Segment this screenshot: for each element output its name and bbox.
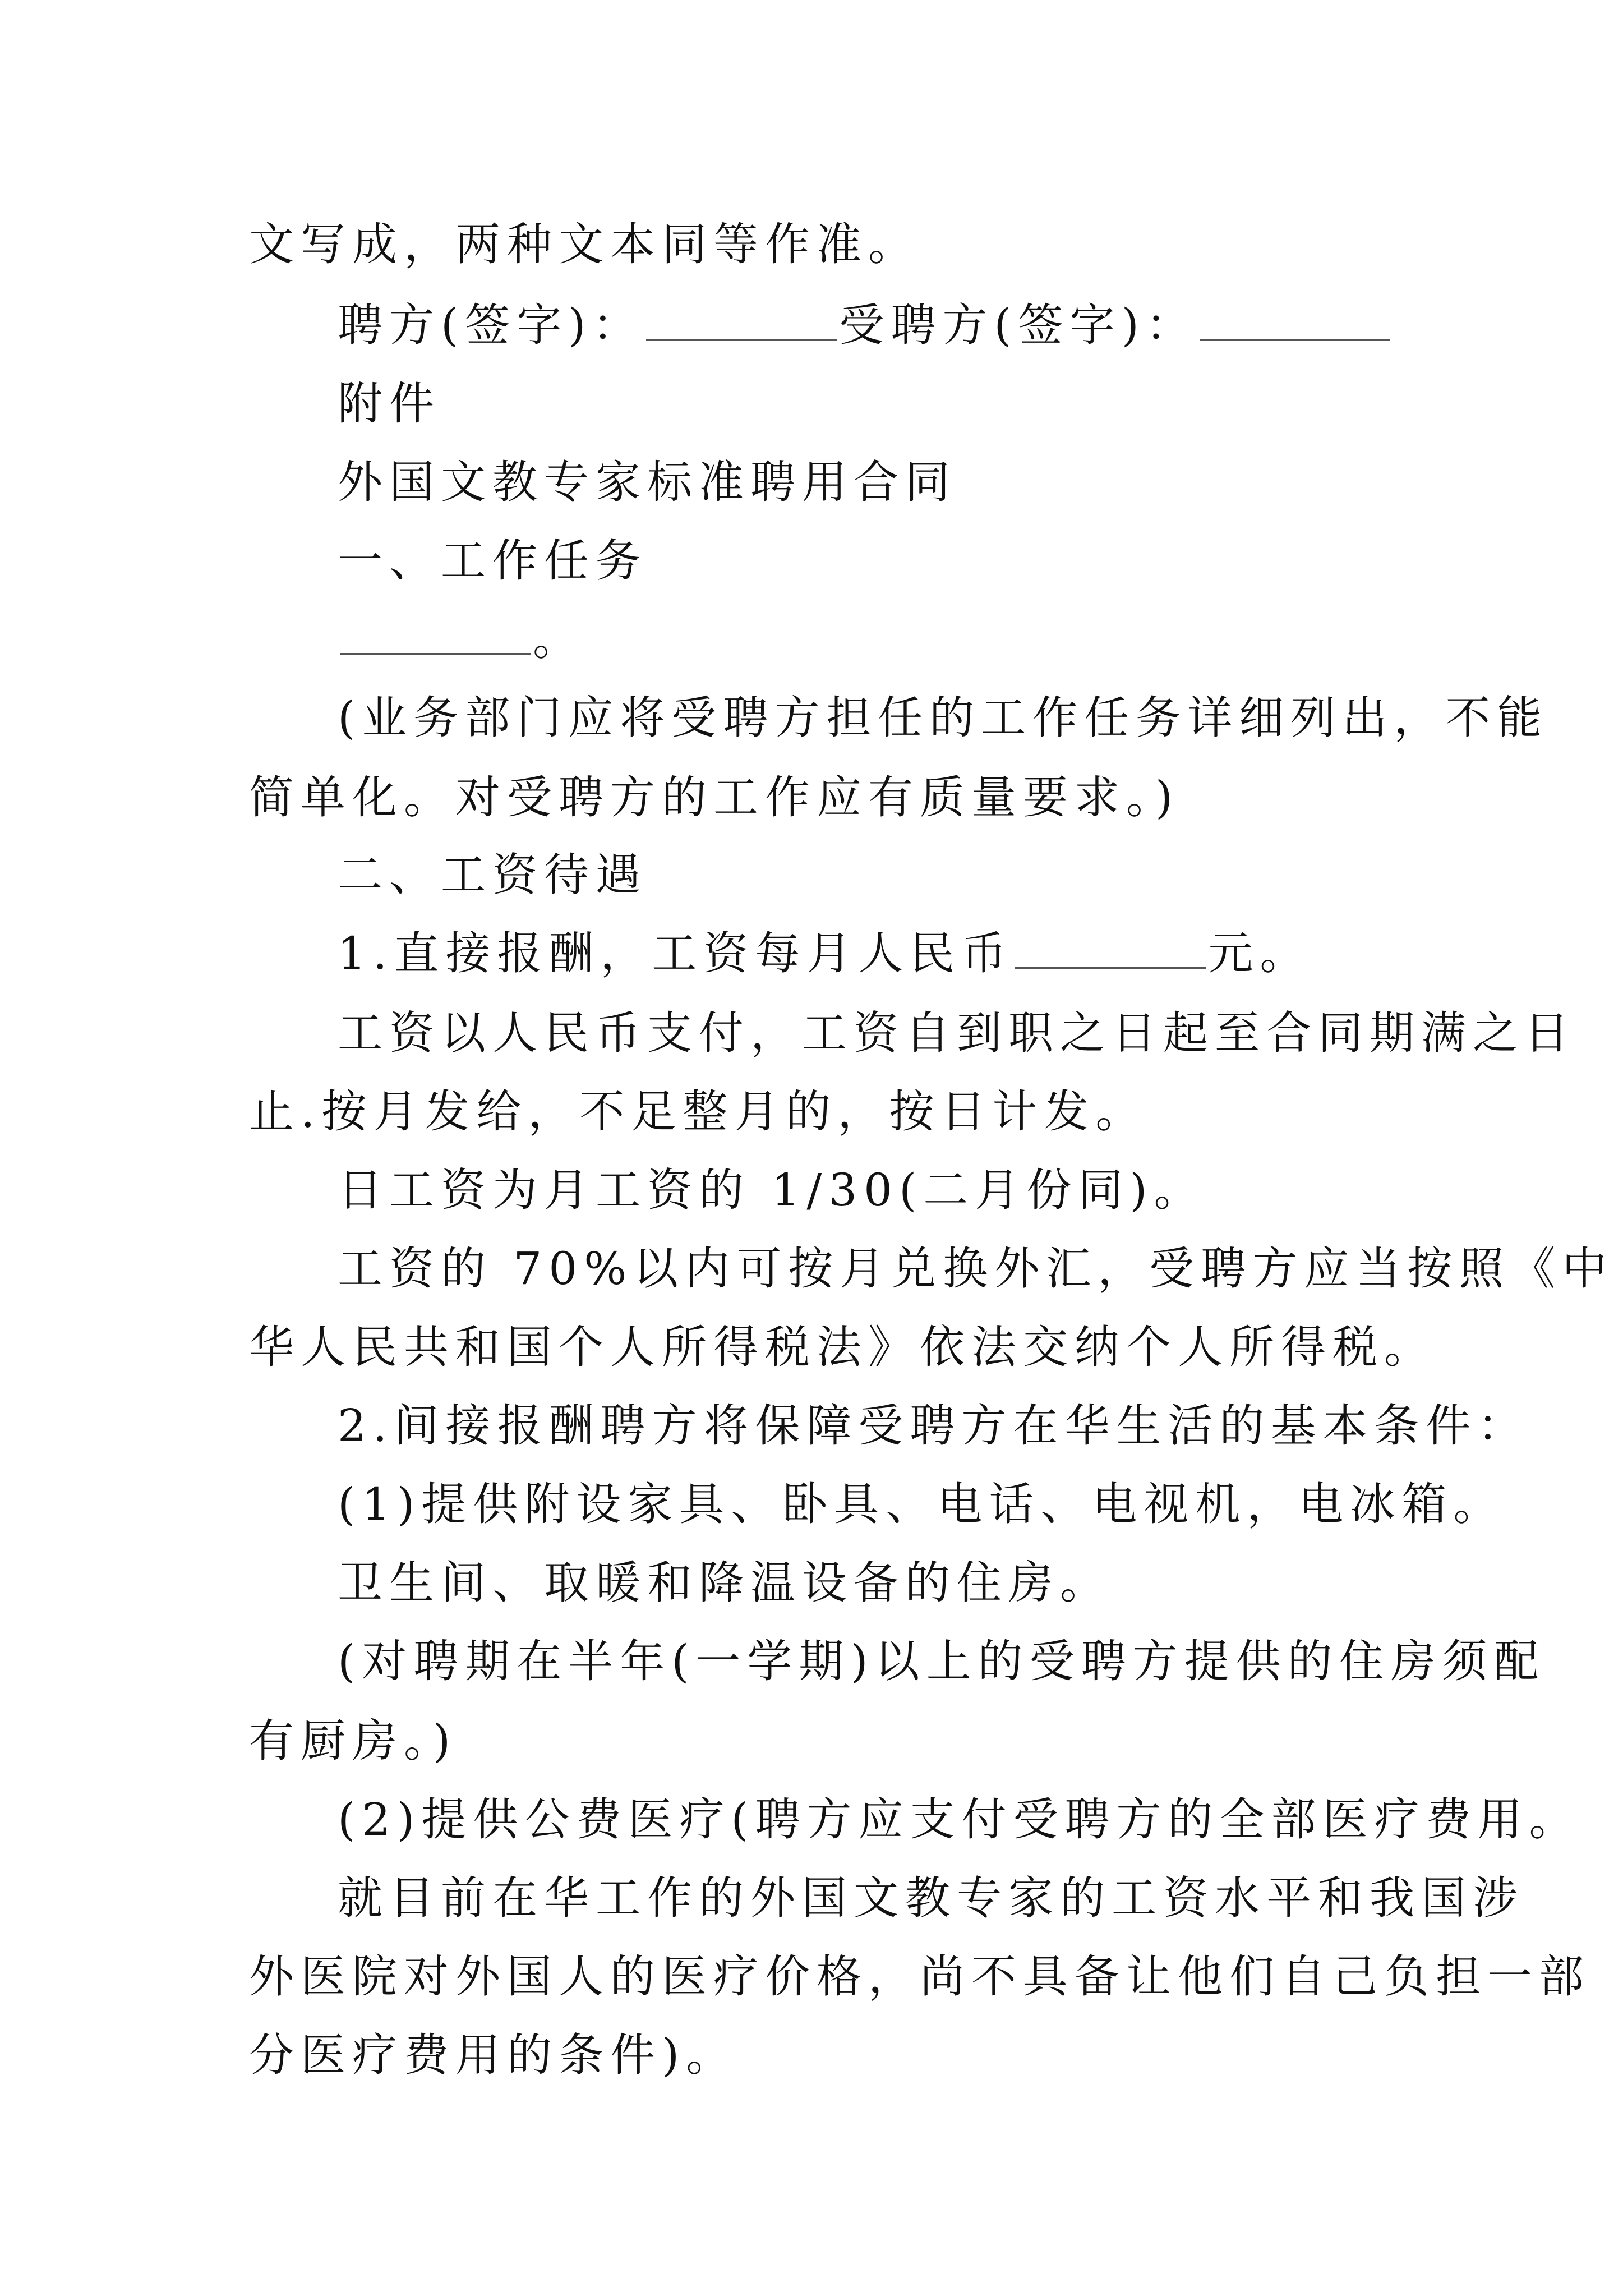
paragraph-line: 就目前在华工作的外国文教专家的工资水平和我国涉	[338, 1872, 1524, 1924]
paragraph-line: 简单化。对受聘方的工作应有质量要求。)	[249, 771, 1180, 823]
paragraph-line: 有厨房。)	[249, 1715, 458, 1767]
section-heading: 一、工作任务	[338, 535, 647, 587]
employee-signature-label: 受聘方(签字)：	[839, 299, 1197, 351]
work-task-fill-line	[0, 606, 1623, 673]
employer-signature-blank[interactable]	[646, 300, 837, 341]
contract-title: 外国文教专家标准聘用合同	[338, 456, 957, 508]
paragraph-line: 止.按月发给，不足整月的，按日计发。	[249, 1085, 1147, 1138]
salary-suffix: 元。	[1208, 927, 1312, 979]
paragraph-line: 卫生间、取暖和降温设备的住房。	[338, 1557, 1112, 1609]
salary-prefix: 1.直接报酬，工资每月人民币	[338, 927, 1013, 979]
employer-signature-label: 聘方(签字)：	[338, 299, 644, 351]
paragraph-line: (2)提供公费医疗(聘方应支付受聘方的全部医疗费用。	[338, 1793, 1581, 1846]
paragraph-line: 华人民共和国个人所得税法》依法交纳个人所得税。	[249, 1321, 1436, 1373]
work-task-suffix: 。	[533, 613, 584, 665]
paragraph-line: (业务部门应将受聘方担任的工作任务详细列出，不能	[338, 692, 1549, 744]
signature-line	[0, 292, 1623, 359]
paragraph-line: 外医院对外国人的医疗价格，尚不具备让他们自己负担一部	[249, 1950, 1590, 2003]
attachment-label: 附件	[338, 378, 441, 430]
employee-signature-blank[interactable]	[1200, 300, 1390, 341]
paragraph-line: (对聘期在半年(一学期)以上的受聘方提供的住房须配	[338, 1635, 1546, 1687]
work-task-blank[interactable]	[340, 614, 531, 655]
paragraph-line: 文写成，两种文本同等作准。	[249, 218, 920, 270]
paragraph-line: 2.间接报酬聘方将保障受聘方在华生活的基本条件：	[338, 1400, 1529, 1452]
paragraph-line: (1)提供附设家具、卧具、电话、电视机，电冰箱。	[338, 1478, 1505, 1530]
paragraph-line: 日工资为月工资的 1/30(二月份同)。	[338, 1164, 1206, 1216]
paragraph-line: 分医疗费用的条件)。	[249, 2029, 738, 2081]
section-heading: 二、工资待遇	[338, 849, 647, 901]
paragraph-line: 工资以人民币支付，工资自到职之日起至合同期满之日	[338, 1007, 1576, 1059]
paragraph-line: 工资的 70%以内可按月兑换外汇，受聘方应当按照《中	[338, 1243, 1614, 1295]
salary-amount-blank[interactable]	[1015, 928, 1206, 969]
salary-fill-line	[0, 920, 1623, 987]
